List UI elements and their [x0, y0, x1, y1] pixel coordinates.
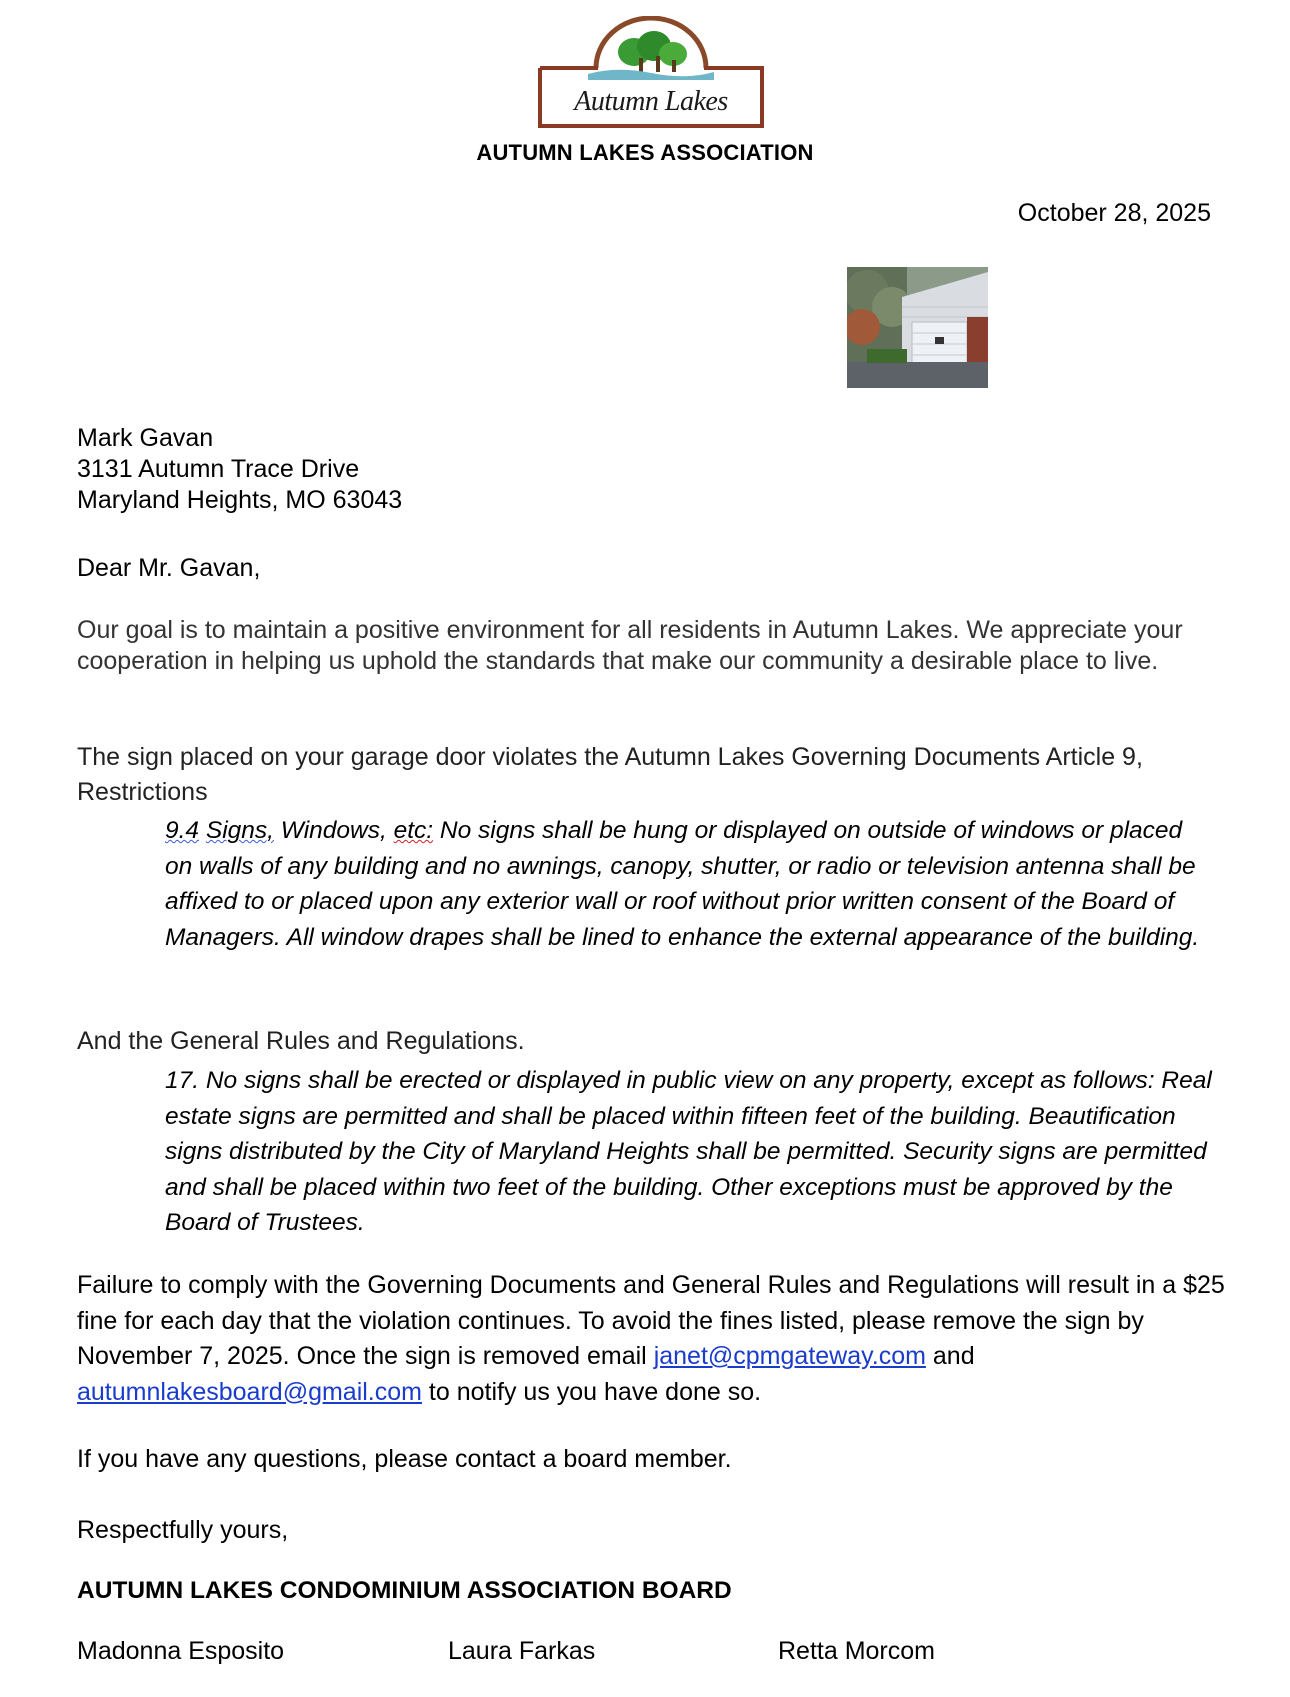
compliance-text: Failure to comply with the Governing Documents and General Rules and Regulations will result in a $25 fine for each day that the violation continues. To avoid the fines listed, please remove the sign by November 7, 2025. Once the sign is removed email	[77, 1271, 1225, 1370]
letter-date: October 28, 2025	[1017, 199, 1211, 227]
rules-paragraph: And the General Rules and Regulations.	[77, 1027, 525, 1055]
rules-quote: 17. No signs shall be erected or displayed in public view on any property, except as follows: Real estate signs are permitted and shall be placed within fifteen feet of the building. Beautification signs distributed by the City of Maryland Heights shall be permitted. Security signs are permitted and shall be placed within two feet of the building. Other exceptions must be approved by the Board of Trustees.	[165, 1067, 1212, 1236]
autumn-lakes-logo	[536, 16, 766, 130]
email-link-board[interactable]: autumnlakesboard@gmail.com	[77, 1377, 422, 1406]
logo-text: Autumn Lakes	[574, 86, 728, 117]
recipient-street: 3131 Autumn Trace Drive	[77, 455, 360, 483]
compliance-and: and	[925, 1342, 975, 1370]
intro-paragraph: Our goal is to maintain a positive environment for all residents in Autumn Lakes. We appreciate your cooperation in helping us uphold the standards that make our community a desirable place to live.	[77, 616, 1183, 675]
questions-paragraph: If you have any questions, please contact a board member.	[77, 1445, 732, 1473]
recipient-city: Maryland Heights, MO 63043	[77, 486, 403, 514]
article-quote	[165, 813, 1215, 955]
recipient-address	[77, 423, 402, 516]
association-title: AUTUMN LAKES ASSOCIATION	[476, 140, 814, 165]
signatory-2: Laura Farkas	[448, 1637, 596, 1665]
compliance-paragraph	[77, 1268, 1237, 1410]
salutation: Dear Mr. Gavan,	[77, 554, 261, 582]
quote-word-etc: etc:	[393, 817, 434, 844]
board-name: AUTUMN LAKES CONDOMINIUM ASSOCIATION BOARD	[77, 1577, 732, 1604]
violation-paragraph: The sign placed on your garage door violates the Autumn Lakes Governing Documents Article 9, Restrictions	[77, 743, 1143, 806]
closing: Respectfully yours,	[77, 1516, 289, 1544]
recipient-name: Mark Gavan	[77, 424, 214, 452]
quote-word-signs: Signs,	[205, 817, 274, 844]
email-link-janet[interactable]: janet@cpmgateway.com	[653, 1342, 926, 1370]
quote-section-number: 9.4	[165, 817, 200, 844]
garage-photo	[847, 267, 988, 388]
signatory-1: Madonna Esposito	[77, 1637, 285, 1665]
signatory-3: Retta Morcom	[778, 1637, 935, 1665]
quote-text: No signs shall be hung or displayed on outside of windows or placed on walls of any building and no awnings, canopy, shutter, or radio or television antenna shall be affixed to or placed upon any exterior wall or roof without prior written consent of the Board of Managers. All window drapes shall be lined to enhance the external appearance of the building.	[165, 817, 1200, 951]
quote-word-windows: Windows,	[280, 817, 387, 844]
compliance-tail: to notify us you have done so.	[421, 1377, 762, 1406]
